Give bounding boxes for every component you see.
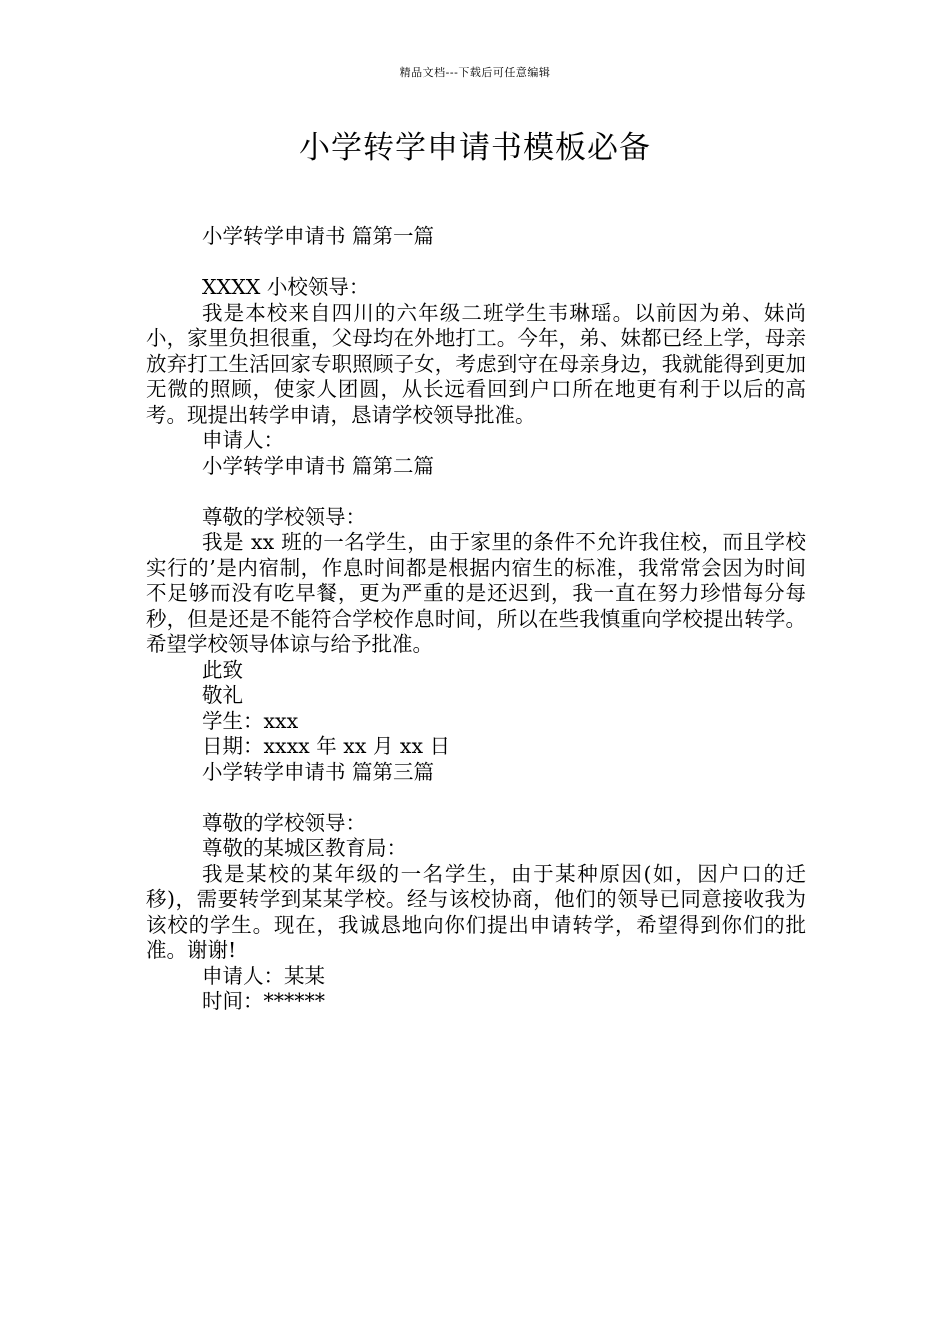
section2-body: 我是 xx 班的一名学生，由于家里的条件不允许我住校，而且学校实行的’是内宿制，作息时间都是根据内宿生的标准，我常常会因为时间不足够而没有吃早餐，更为严重的是还迟到，我一直在努力珍惜每分每秒，但是还是不能符合学校作息时间，所以在些我慎重向学校提出转学。希望学校领导体谅与给予批准。 <box>146 530 806 656</box>
section3-salutation-2: 尊敬的某城区教育局： <box>202 836 407 860</box>
spacer <box>146 785 806 811</box>
document-title: 小学转学申请书模板必备 <box>299 130 651 166</box>
section3-salutation-1: 尊敬的学校领导： <box>202 810 366 835</box>
spacer <box>146 479 806 505</box>
section3-applicant: 申请人：某某 <box>202 963 325 988</box>
header-note: 精品文档---下载后可任意编辑 <box>399 66 551 79</box>
section3-heading: 小学转学申请书 篇第三篇 <box>202 759 435 784</box>
section2-student: 学生：xxx <box>202 708 299 733</box>
section1-heading: 小学转学申请书 篇第一篇 <box>202 224 435 248</box>
document-body <box>146 224 806 1015</box>
section1-salutation: XXXX 小校领导： <box>202 275 370 299</box>
section2-closing-2: 敬礼 <box>202 683 243 707</box>
section1-applicant: 申请人： <box>202 428 284 452</box>
spacer <box>146 250 806 276</box>
section3-time: 时间：****** <box>202 989 325 1013</box>
section3-body: 我是某校的某年级的一名学生，由于某种原因(如，因户口的迁移)，需要转学到某某学校。经与该校协商，他们的领导已同意接收我为该校的学生。现在，我诚恳地向你们提出申请转学，希望得到你们的批准。谢谢! <box>146 861 806 962</box>
section1-body: 我是本校来自四川的六年级二班学生韦琳瑶。以前因为弟、妹尚小，家里负担很重，父母均在外地打工。今年，弟、妹都已经上学，母亲放弃打工生活回家专职照顾子女，考虑到守在母亲身边，我就能得到更加无微的照顾，使家人团圆，从长远看回到户口所在地更有利于以后的高考。现提出转学申请，恳请学校领导批准。 <box>146 300 806 427</box>
section2-date: 日期：xxxx 年 xx 月 xx 日 <box>202 734 451 758</box>
section2-heading: 小学转学申请书 篇第二篇 <box>202 453 435 478</box>
section2-salutation: 尊敬的学校领导： <box>202 504 366 529</box>
section2-closing-1: 此致 <box>202 657 243 682</box>
